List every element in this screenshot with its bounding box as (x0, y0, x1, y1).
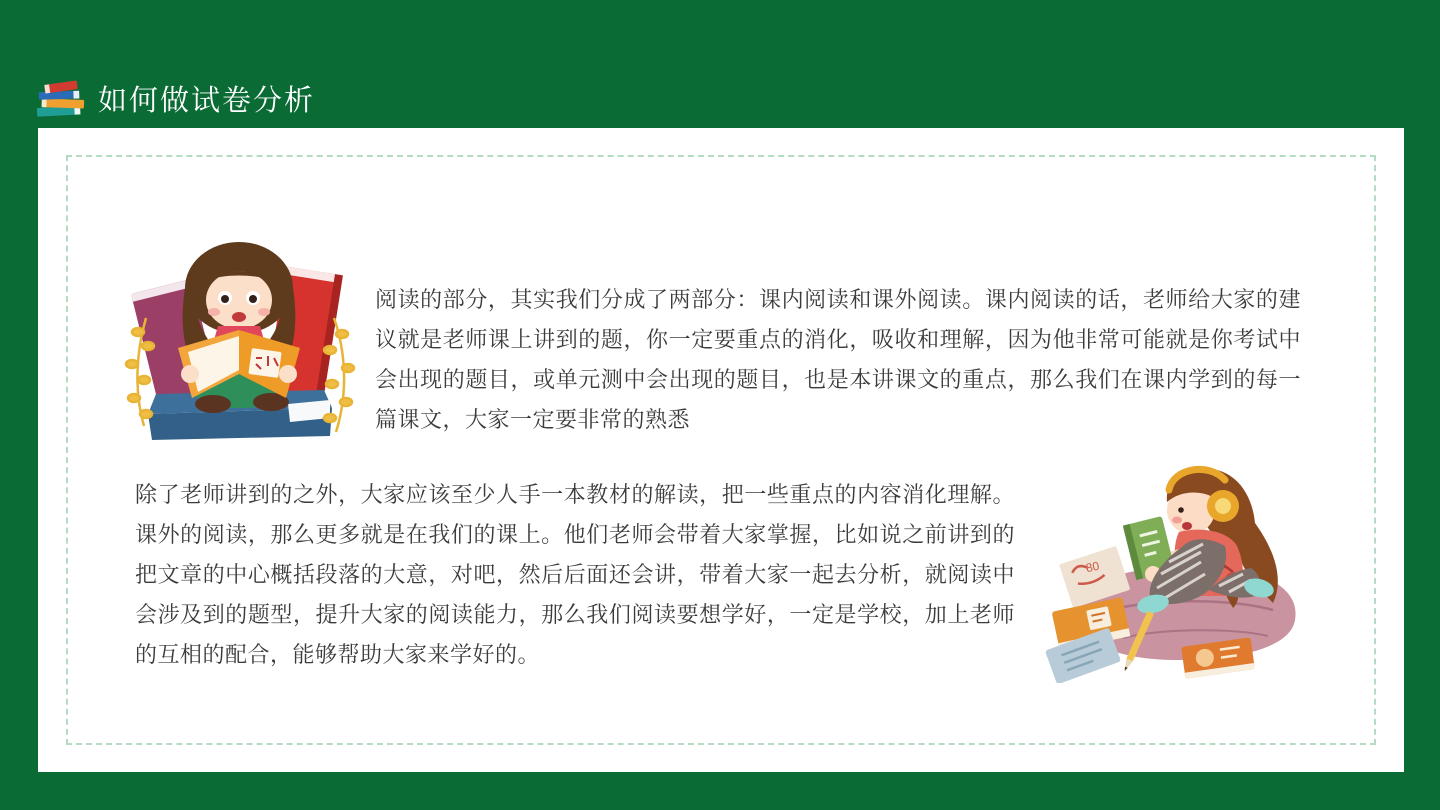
page-title: 如何做试卷分析 (98, 84, 316, 117)
girl-headphones-reading-illustration (1033, 428, 1318, 683)
books-stack-icon (36, 78, 86, 118)
content-card (38, 128, 1404, 772)
paragraph-in-class-reading: 阅读的部分，其实我们分成了两部分：课内阅读和课外阅读。课内阅读的话，老师给大家的建议就是老师课上讲到的题，你一定要重点的消化，吸收和理解，因为他非常可能就是你考试中会出现的题目，或单元测中会出现的题目，也是本讲课文的重点，那么我们在课内学到的每一篇课文，大家一定要非常的熟悉 (375, 287, 1301, 432)
paragraph-extracurricular-reading: 除了老师讲到的之外，大家应该至少人手一本教材的解读，把一些重点的内容消化理解。课外的阅读，那么更多就是在我们的课上。他们老师会带着大家掌握，比如说之前讲到的把文章的中心概括段落的大意，对吧，然后后面还会讲，带着大家一起去分析，就阅读中会涉及到的题型，提升大家的阅读能力，那么我们阅读要想学好，一定是学校，加上老师的互相的配合，能够帮助大家来学好的。 (135, 482, 1015, 667)
girl-reading-on-books-illustration (118, 222, 362, 450)
slide-header (36, 76, 315, 120)
svg-text:80: 80 (1084, 558, 1101, 576)
